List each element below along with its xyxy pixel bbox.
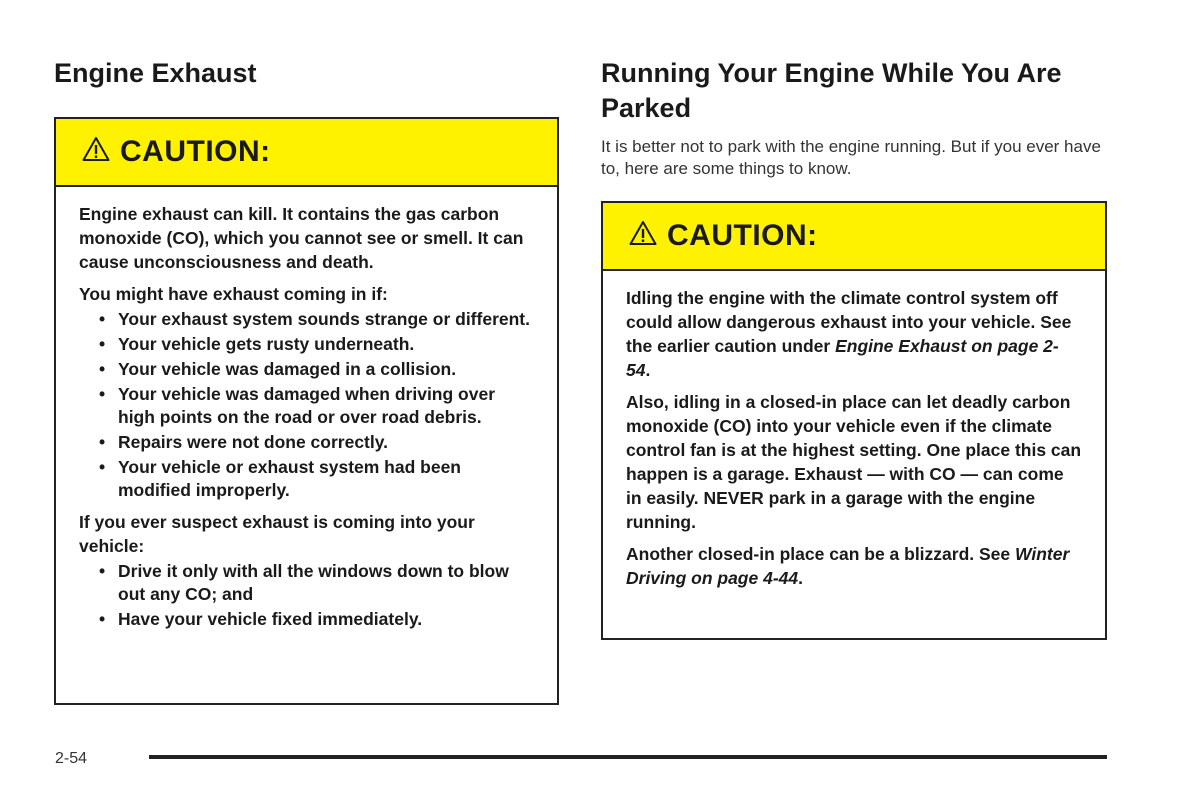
list-item: • Your vehicle was damaged when driving over high points on the road or over road debris. (95, 383, 535, 429)
cross-reference-link[interactable]: Engine Exhaust on page 2-54 (626, 336, 1059, 380)
warning-triangle-icon (629, 220, 657, 246)
footer-rule (149, 755, 1107, 759)
page-number: 2-54 (55, 750, 88, 767)
caution-paragraph: Also, idling in a closed-in place can let deadly carbon monoxide (CO) into your vehicle even if the climate control fan is at the highest setting. One place this can happen is a garage. Exhaust — with CO — can come in easily. NEVER park in a garage with the engine running. (626, 392, 1082, 532)
list-item: • Repairs were not done correctly. (95, 431, 535, 454)
caution-text: . (645, 360, 651, 380)
caution-box-idling (601, 201, 1107, 640)
section-heading-running-engine-parked: Running Your Engine While You Are Parked (601, 58, 1062, 123)
right-column (601, 56, 1107, 640)
caution-paragraph (626, 542, 1083, 590)
caution-header (603, 203, 1105, 271)
caution-paragraph: Engine exhaust can kill. It contains the gas carbon monoxide (CO), which you cannot see or smell. It can cause unconsciousness and death. (79, 204, 524, 272)
bullet-list-actions (79, 560, 535, 631)
caution-body (56, 187, 557, 656)
warning-triangle-icon (82, 136, 110, 162)
caution-paragraph (626, 286, 1083, 382)
caution-text: Idling the engine with the climate control system off could allow dangerous exhaust into your vehicle. See the earlier caution under (626, 288, 1072, 356)
caution-text: . (798, 568, 803, 588)
list-item: • Your vehicle was damaged in a collision. (95, 358, 535, 381)
bullet-list-exhaust-signs (79, 308, 535, 502)
caution-paragraph: You might have exhaust coming in if: (79, 284, 388, 304)
list-item: • Have your vehicle fixed immediately. (95, 608, 535, 631)
list-item: • Your vehicle or exhaust system had been modified improperly. (95, 456, 535, 502)
caution-paragraph: If you ever suspect exhaust is coming into your vehicle: (79, 512, 475, 556)
caution-title: CAUTION: (120, 135, 271, 168)
list-item: • Your exhaust system sounds strange or different. (95, 308, 535, 331)
caution-text: Another closed-in place can be a blizzard. See (626, 544, 1015, 564)
caution-header (56, 119, 557, 187)
cross-reference-link[interactable]: Winter Driving on page 4-44 (626, 544, 1070, 588)
list-item: • Your vehicle gets rusty underneath. (95, 333, 535, 356)
caution-title: CAUTION: (667, 219, 818, 252)
section-heading-engine-exhaust: Engine Exhaust (54, 58, 257, 88)
caution-box-engine-exhaust (54, 117, 559, 705)
caution-body (603, 271, 1105, 607)
intro-paragraph: It is better not to park with the engine running. But if you ever have to, here are some things to know. (601, 137, 1101, 178)
left-column (54, 56, 559, 705)
list-item: • Drive it only with all the windows down to blow out any CO; and (95, 560, 535, 606)
